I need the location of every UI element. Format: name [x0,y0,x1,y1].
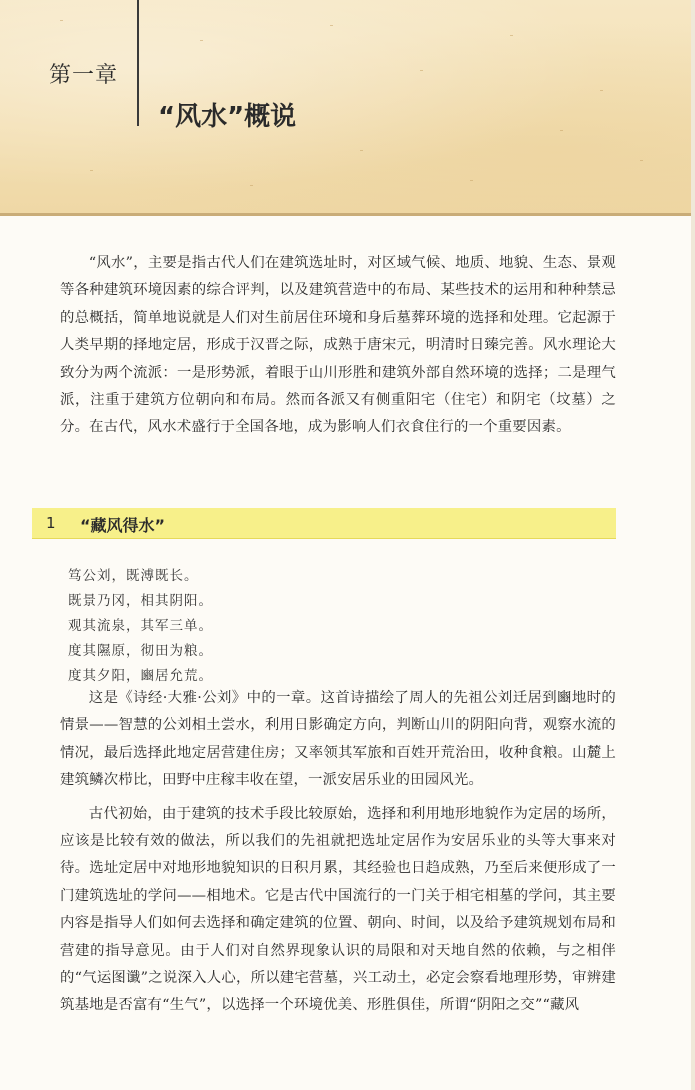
page-edge [691,0,695,1090]
body-paragraph: 古代初始，由于建筑的技术手段比较原始，选择和利用地形地貌作为定居的场所，应该是比较有效的做法，所以我们的先祖就把选址定居作为安居乐业的头等大事来对待。选址定居中对地形地貌知识的日积月累，其经验也日趋成熟，乃至后来便形成了一门建筑选址的学问——相地术。它是古代中国流行的一门关于相宅相墓的学问，其主要内容是指导人们如何去选择和确定建筑的位置、朝向、时间，以及给予建筑规划布局和营建的指导意见。由于人们对自然界现象认识的局限和对天地自然的依赖，与之相伴的“气运图谶”之说深入人心，所以建宅营墓，兴工动土，必定会察看地理形势，审辨建筑基地是否富有“生气”，以选择一个环境优美、形胜俱佳，所谓“阴阳之交”“藏风 [60,805,616,1014]
body-paragraph: 这是《诗经·大雅·公刘》中的一章。这首诗描绘了周人的先祖公刘迁居到豳地时的情景——智慧的公刘相土尝水，利用日影确定方向，判断山川的阴阳向背，观察水流的情况，最后选择此地定居营建住房；又率领其军旅和百姓开荒治田，收种食粮。山麓上建筑鳞次栉比，田野中庄稼丰收在望，一派安居乐业的田园风光。 [60,690,616,789]
chapter-number: 第一章 [49,63,119,88]
poem-block [68,564,213,689]
poem-line: 笃公刘，既溥既长。 [68,568,199,584]
poem-line: 既景乃冈，相其阴阳。 [68,593,213,609]
poem-line: 度其夕阳，豳居允荒。 [68,668,213,684]
poem-line: 观其流泉，其军三单。 [68,618,213,634]
chapter-header-band [0,0,695,216]
intro-section [60,250,616,442]
section-title: “藏风得水” [80,516,166,535]
section-number: 1 [46,514,56,532]
poem-line: 度其隰原，彻田为粮。 [68,643,213,659]
body-section [60,685,616,1021]
intro-paragraph: “风水”，主要是指古代人们在建筑选址时，对区域气候、地质、地貌、生态、景观等各种建筑环境因素的综合评判，以及建筑营造中的布局、某些技术的运用和种种禁忌的总概括，简单地说就是人们对生前居住环境和身后墓葬环境的选择和处理。它起源于人类早期的择地定居，形成于汉晋之际，成熟于唐宋元，明清时日臻完善。风水理论大致分为两个流派：一是形势派，着眼于山川形胜和建筑外部自然环境的选择；二是理气派，注重于建筑方位朝向和布局。然而各派又有侧重阳宅（住宅）和阴宅（坟墓）之分。在古代，风水术盛行于全国各地，成为影响人们衣食住行的一个重要因素。 [60,255,616,436]
chapter-title: “风水”概说 [158,102,297,132]
section-heading [32,508,616,539]
header-divider-line [137,0,139,126]
